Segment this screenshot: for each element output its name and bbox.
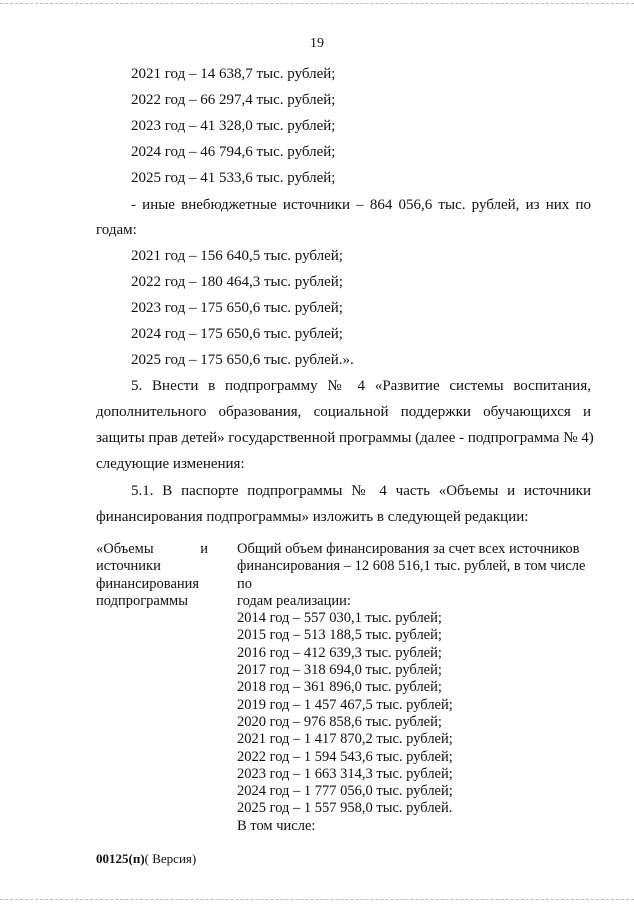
closing-line: В том числе: (237, 817, 316, 834)
other-sources-line: - иные внебюджетные источники – 864 056,6 тыс. рублей, из них по (131, 197, 591, 213)
other-line-2023: 2023 год – 175 650,6 тыс. рублей; (131, 300, 343, 316)
item51-line2: финансирования подпрограммы» изложить в следующей редакции: (96, 509, 529, 525)
left-cell-line: финансирования (96, 575, 200, 592)
year-line: 2020 год – 976 858,6 тыс. рублей; (237, 713, 442, 730)
other-line-2022: 2022 год – 180 464,3 тыс. рублей; (131, 274, 343, 290)
other-line-2021: 2021 год – 156 640,5 тыс. рублей; (131, 248, 343, 264)
year-line: 2016 год – 412 639,3 тыс. рублей; (237, 644, 442, 661)
item51-line1: 5.1. В паспорте подпрограммы № 4 часть «Объемы и источники (131, 483, 591, 499)
funding-line-2023: 2023 год – 41 328,0 тыс. рублей; (131, 118, 336, 134)
other-line-2024: 2024 год – 175 650,6 тыс. рублей; (131, 326, 343, 342)
page-number: 19 (310, 36, 324, 51)
funding-line-2024: 2024 год – 46 794,6 тыс. рублей; (131, 144, 336, 160)
top-border (0, 3, 634, 4)
year-line: 2025 год – 1 557 958,0 тыс. рублей. (237, 800, 453, 817)
right-intro-line: годам реализации: (237, 592, 351, 609)
table-left-cell (96, 541, 208, 610)
other-sources-line-cont: годам: (96, 222, 137, 238)
left-cell-line: подпрограммы (96, 592, 188, 609)
left-cell-line: источники (96, 558, 161, 575)
document-code (96, 851, 196, 867)
document-code-version: ( Версия) (144, 851, 197, 866)
year-line: 2024 год – 1 777 056,0 тыс. рублей; (237, 783, 453, 800)
left-cell-first-row (96, 541, 208, 558)
item5-line4: следующие изменения: (96, 456, 245, 472)
table-right-cell (237, 541, 603, 835)
right-intro-line: Общий объем финансирования за счет всех источников (237, 541, 580, 557)
bottom-border (0, 899, 634, 900)
item5-line2: дополнительного образования, социальной поддержки обучающихся и (96, 404, 591, 420)
left-cell-word-and: и (200, 541, 208, 557)
funding-line-2022: 2022 год – 66 297,4 тыс. рублей; (131, 92, 336, 108)
year-line: 2019 год – 1 457 467,5 тыс. рублей; (237, 696, 453, 713)
item5-line3: защиты прав детей» государственной программы (далее - подпрограмма № 4) (96, 430, 594, 446)
year-line: 2018 год – 361 896,0 тыс. рублей; (237, 679, 442, 696)
year-line: 2021 год – 1 417 870,2 тыс. рублей; (237, 731, 453, 748)
funding-line-2025: 2025 год – 41 533,6 тыс. рублей; (131, 170, 336, 186)
funding-line-2021: 2021 год – 14 638,7 тыс. рублей; (131, 66, 336, 82)
year-line: 2023 год – 1 663 314,3 тыс. рублей; (237, 765, 453, 782)
year-line: 2017 год – 318 694,0 тыс. рублей; (237, 662, 442, 679)
item5-line1: 5. Внести в подпрограмму № 4 «Развитие системы воспитания, (131, 378, 591, 394)
left-cell-word-volumes: «Объемы (96, 541, 154, 557)
year-line: 2015 год – 513 188,5 тыс. рублей; (237, 627, 442, 644)
right-intro-line: финансирования – 12 608 516,1 тыс. рублей, в том числе по (237, 558, 586, 592)
other-line-2025: 2025 год – 175 650,6 тыс. рублей.». (131, 352, 354, 368)
document-code-bold: 00125(п) (96, 851, 145, 866)
year-line: 2014 год – 557 030,1 тыс. рублей; (237, 610, 442, 627)
year-line: 2022 год – 1 594 543,6 тыс. рублей; (237, 748, 453, 765)
